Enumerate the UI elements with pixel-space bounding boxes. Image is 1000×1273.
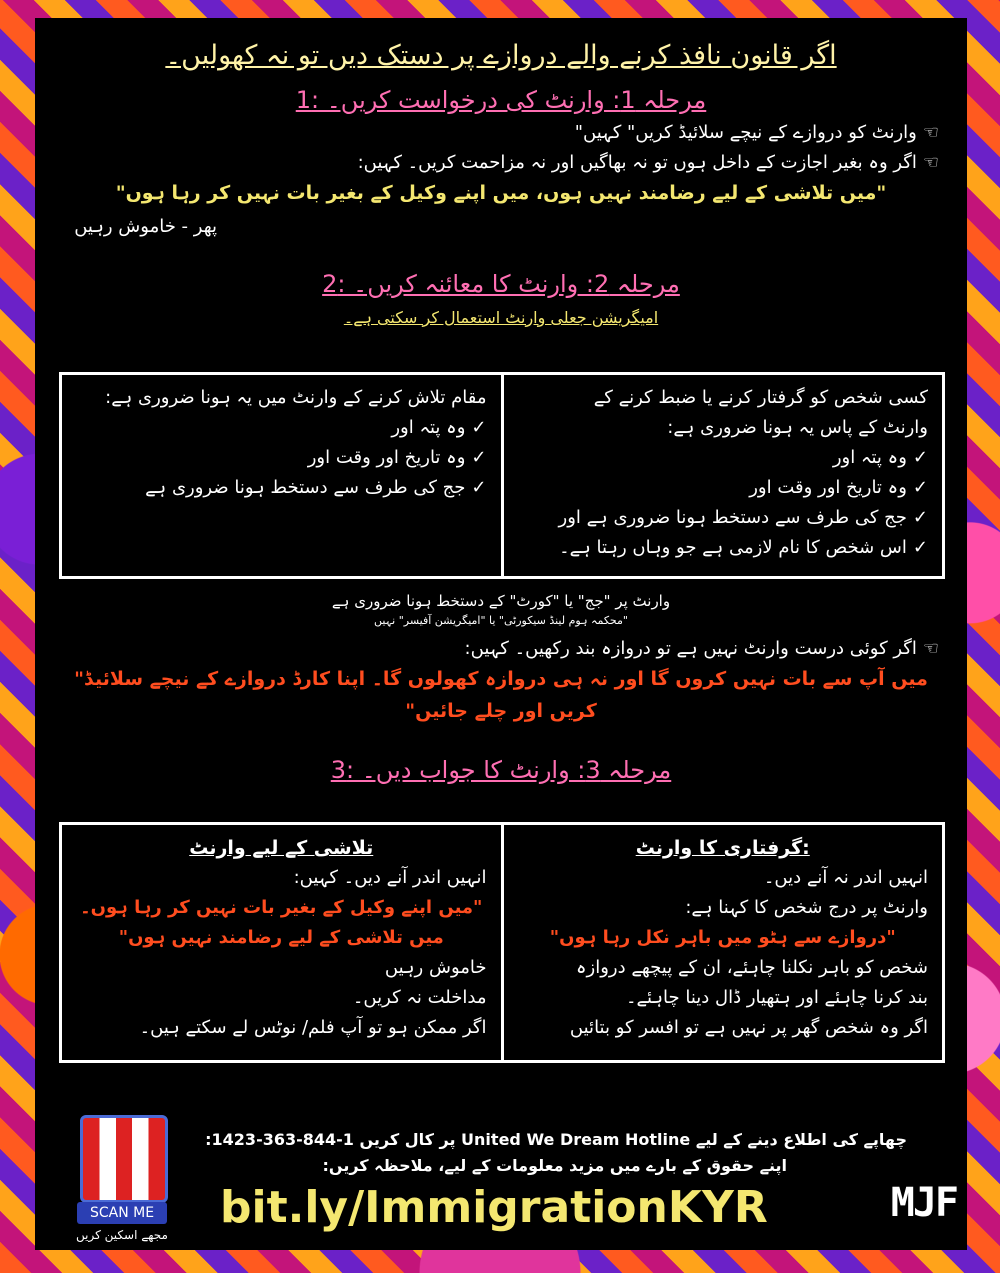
- scan-me-urdu: مجھے اسکین کریں: [76, 1228, 168, 1242]
- step2-sub: امیگریشن جعلی وارنٹ استعمال کر سکتی ہے۔: [343, 308, 659, 327]
- qr-code-icon[interactable]: [80, 1115, 168, 1203]
- pointing-hand-icon: ☜: [922, 122, 939, 143]
- poster-title: اگر قانون نافذ کرنے والے دروازے پر دستک دیں تو نہ کھولیں۔: [165, 40, 837, 71]
- kyr-link[interactable]: bit.ly/ImmigrationKYR: [220, 1182, 768, 1233]
- list-item: ✓جج کی طرف سے دستخط ہونا ضروری ہے: [76, 473, 487, 503]
- step2-quote-line1: میں آپ سے بات نہیں کروں گا اور نہ ہی دروازہ کھولوں گا۔ اپنا کارڈ دروازے کے نیچے سلائیڈ": [74, 668, 928, 690]
- list-item: ✓اس شخص کا نام لازمی ہے جو وہاں رہتا ہے۔: [518, 533, 929, 563]
- check-icon: ✓: [912, 507, 928, 528]
- hotline-line: چھاپے کی اطلاع دینے کے لیے United We Dream Hotline پر کال کریں 1-844-363-1423:: [205, 1130, 907, 1149]
- arrest-response-column: :گرفتاری کا وارنٹ انہیں اندر نہ آنے دیں۔ وارنٹ پر درج شخص کا کہنا ہے: "دروازے سے ہٹو میں باہر نکل رہا ہوں" شخص کو باہر نکلنا چاہئے، ان کے پیچھے دروازہ بند کرنا چاہئے اور ہتھیار ڈال دینا چاہئے۔ اگر وہ شخص گھر پر نہیں ہے تو افسر کو بتائیں: [549, 837, 928, 1038]
- step2-line3: ☜اگر کوئی درست وارنٹ نہیں ہے تو دروازہ بند رکھیں۔ کہیں:: [464, 638, 939, 659]
- check-icon: ✓: [912, 537, 928, 558]
- mjf-logo: MJF: [890, 1180, 957, 1226]
- check-icon: ✓: [912, 447, 928, 468]
- list-item: ✓جج کی طرف سے دستخط ہونا ضروری ہے اور: [518, 503, 929, 533]
- step1-line1: ☜وارنٹ کو دروازے کے نیچے سلائیڈ کریں" کہیں": [574, 122, 939, 143]
- signature-note: وارنٹ پر "جج" یا "کورٹ" کے دستخط ہونا ضروری ہے: [331, 592, 671, 610]
- pointing-hand-icon: ☜: [922, 638, 939, 659]
- check-icon: ✓: [471, 447, 487, 468]
- check-icon: ✓: [471, 417, 487, 438]
- step1-line2: ☜اگر وہ بغیر اجازت کے داخل ہوں تو نہ بھاگیں اور نہ مزاحمت کریں۔ کہیں:: [357, 152, 939, 173]
- more-info-line: اپنے حقوق کے بارے میں مزید معلومات کے لیے، ملاحظہ کریں:: [322, 1156, 787, 1175]
- step1-quote: "میں تلاشی کے لیے رضامند نہیں ہوں، میں اپنے وکیل کے بغیر بات نہیں کر رہا ہوں": [115, 182, 887, 204]
- list-item: ✓وہ پتہ اور: [76, 413, 487, 443]
- arrest-warrant-column: کسی شخص کو گرفتار کرنے یا ضبط کرنے کے وارنٹ کے پاس یہ ہونا ضروری ہے: ✓وہ پتہ اور ✓وہ تاریخ اور وقت اور ✓جج کی طرف سے دستخط ہونا ضروری ہے اور ✓اس شخص کا نام لازمی ہے جو وہاں رہتا ہے۔: [504, 375, 943, 576]
- warrant-requirements-table: [59, 372, 945, 579]
- step2-quote-line2: کریں اور چلے جائیں": [405, 700, 597, 722]
- step2-heading: مرحلہ 2: وارنٹ کا معائنہ کریں۔ :2: [322, 270, 680, 298]
- step3-heading: مرحلہ 3: وارنٹ کا جواب دیں۔ :3: [330, 756, 672, 784]
- poster-panel: [35, 18, 967, 1250]
- check-icon: ✓: [471, 477, 487, 498]
- list-item: ✓وہ تاریخ اور وقت اور: [518, 473, 929, 503]
- scan-me-label: SCAN ME: [77, 1202, 167, 1224]
- step1-heading: مرحلہ 1: وارنٹ کی درخواست کریں۔ :1: [295, 86, 707, 114]
- list-item: ✓وہ تاریخ اور وقت اور: [76, 443, 487, 473]
- pointing-hand-icon: ☜: [922, 152, 939, 173]
- warrant-response-table: [59, 822, 945, 1063]
- step1-after: پھر - خاموش رہیں: [74, 216, 217, 237]
- search-warrant-column: مقام تلاش کرنے کے وارنٹ میں یہ ہونا ضروری ہے: ✓وہ پتہ اور ✓وہ تاریخ اور وقت اور ✓جج کی طرف سے دستخط ہونا ضروری ہے: [62, 375, 504, 576]
- list-item: ✓وہ پتہ اور: [518, 443, 929, 473]
- signature-note-sub: "محکمہ ہوم لینڈ سیکورٹی" یا "امیگریشن آفیسر" نہیں: [374, 614, 628, 627]
- footer: [35, 1110, 967, 1250]
- check-icon: ✓: [912, 477, 928, 498]
- search-response-column: تلاشی کے لیے وارنٹ انہیں اندر آنے دیں۔ کہیں: "میں اپنے وکیل کے بغیر بات نہیں کر رہا ہوں۔ میں تلاشی کے لیے رضامند نہیں ہوں" خاموش رہیں مداخلت نہ کریں۔ اگر ممکن ہو تو آپ فلم/ نوٹس لے سکتے ہیں۔: [62, 825, 504, 1060]
